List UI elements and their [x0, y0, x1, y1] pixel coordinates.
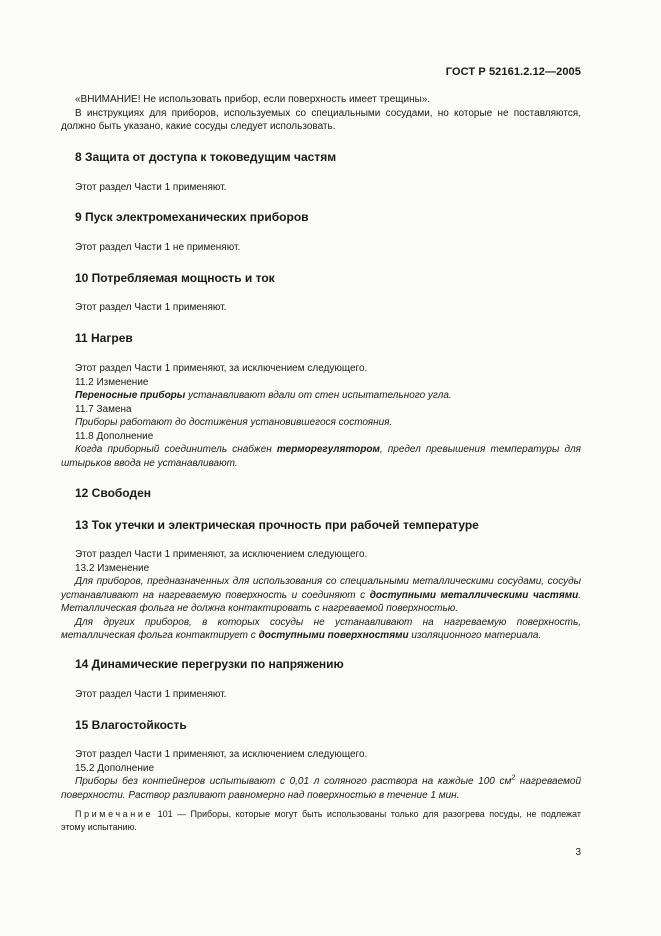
section-8-body [61, 181, 581, 195]
clause-11-8-label: 11.8 Дополнение [75, 430, 154, 442]
note-text: 101 — Приборы, которые могут быть использованы только для разогрева посуды, не подлежат этому испытанию. [61, 809, 581, 832]
section-10-body [61, 301, 581, 315]
section-12-title: 12 Свободен [75, 486, 152, 500]
term-accessible-metal-parts: доступными металлическими частями [369, 589, 579, 601]
note-block [61, 808, 581, 834]
note-101 [61, 808, 581, 834]
term-thermostat: терморегулятором [276, 444, 380, 455]
section-11-title: 11 Нагрев [75, 331, 133, 345]
section-11-text: Этот раздел Части 1 применяют, за исключением следующего. [75, 363, 368, 374]
section-9-text: Этот раздел Части 1 не применяют. [75, 242, 241, 253]
section-10-title: 10 Потребляемая мощность и ток [75, 271, 275, 285]
section-15-title: 15 Влагостойкость [75, 718, 187, 732]
clause-13-2-p1-b: . Металлическая фольга не должна контактировать с нагреваемой поверхностью. [61, 589, 581, 614]
clause-13-2-para-1 [61, 575, 581, 616]
section-13-title: 13 Ток утечки и электрическая прочность при рабочей температуре [75, 518, 479, 532]
term-portable-appliances: Переносные приборы [75, 390, 186, 401]
section-15-text: Этот раздел Части 1 применяют, за исключением следующего. [75, 749, 368, 760]
clause-11-2-text [61, 389, 581, 403]
section-13-text: Этот раздел Части 1 применяют, за исключением следующего. [75, 549, 368, 560]
section-8-title: 8 Защита от доступа к токоведущим частям [75, 150, 337, 164]
standard-header: ГОСТ Р 52161.2.12—2005 [445, 66, 581, 78]
clause-15-2-part-a: Приборы без контейнеров испытывают с 0,01 л соляного раствора на каждые 100 см [75, 776, 512, 787]
clause-11-8-text [61, 443, 581, 470]
clause-11-8-part-a: Когда приборный соединитель снабжен [75, 444, 277, 455]
section-14-title: 14 Динамические перегрузки по напряжению [75, 657, 344, 671]
section-10-text: Этот раздел Части 1 применяют. [75, 302, 227, 313]
clause-13-2-label: 13.2 Изменение [75, 562, 150, 574]
section-14-text: Этот раздел Части 1 применяют. [75, 689, 227, 700]
clause-15-2-label: 15.2 Дополнение [75, 762, 155, 774]
section-8-text: Этот раздел Части 1 применяют. [75, 182, 227, 193]
clause-13-2-p2-a: Для других приборов, в которых сосуды не устанавливают на нагреваемую поверхность, металлическая фольга контактирует с [61, 616, 581, 641]
clause-15-2-part-b: нагреваемой поверхности. Раствор разливают равномерно над поверхностью в течение 1 мин. [61, 776, 582, 801]
superscript-2: 2 [511, 774, 516, 782]
clause-15-2-text [61, 775, 581, 802]
clause-13-2-p2-b: изоляционного материала. [408, 630, 542, 641]
clause-11-2-rest: устанавливают вдали от стен испытательного угла. [185, 390, 452, 401]
note-label: Примечание [75, 809, 154, 819]
clause-11-7-label: 11.7 Замена [75, 403, 132, 415]
section-11-body [61, 362, 581, 470]
section-13-body [61, 548, 581, 643]
page-number: 3 [575, 847, 581, 858]
section-14-body [61, 688, 581, 702]
section-9-title: 9 Пуск электромеханических приборов [75, 210, 309, 224]
intro-block [61, 93, 581, 134]
instructions-text: В инструкциях для приборов, используемых со специальными сосудами, но которые не поставляются, должно быть указано, какие сосуды следует использовать. [61, 107, 581, 132]
clause-11-2-label: 11.2 Изменение [75, 376, 149, 388]
clause-11-8-part-b: , предел превышения температуры для штырьков ввода не устанавливают. [61, 444, 581, 469]
section-9-body [61, 241, 581, 255]
clause-13-2-para-2 [61, 616, 581, 643]
clause-11-7-text: Приборы работают до достижения установившегося состояния. [75, 417, 393, 428]
term-accessible-surfaces: доступными поверхностями [258, 630, 409, 641]
clause-13-2-p1-a: Для приборов, предназначенных для использования со специальными металлическими сосудами, сосуды устанавливают на нагреваемую поверхность и соединяют с [61, 576, 581, 601]
section-15-body [61, 748, 581, 802]
warning-text: «ВНИМАНИЕ! Не использовать прибор, если поверхность имеет трещины». [75, 94, 431, 105]
